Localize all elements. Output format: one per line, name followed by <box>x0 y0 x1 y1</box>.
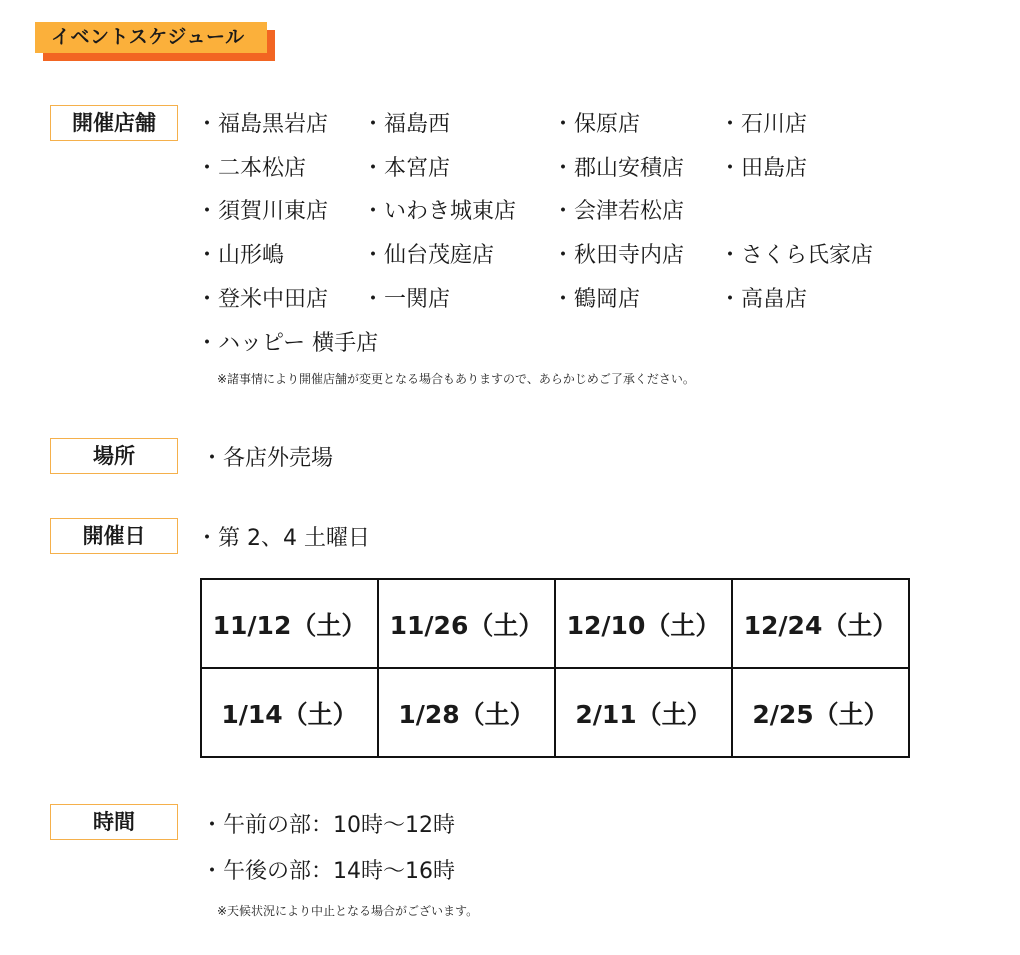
place-value: ・ 各店外売場 <box>201 444 333 474</box>
table-row <box>201 579 909 668</box>
store-item: ・ 郡山安積店 <box>552 154 684 184</box>
store-item: ・ 会津若松店 <box>552 197 684 227</box>
store-item: ・ 本宮店 <box>362 154 450 184</box>
schedule-text: ・ 第 2、4 土曜日 <box>196 524 370 554</box>
store-item: ・ 登米中田店 <box>196 285 328 315</box>
page-title: イベントスケジュール <box>35 22 267 53</box>
store-item: ・ 山形嶋 <box>196 241 284 271</box>
stores-note: ※諸事情により開催店舗が変更となる場合もありますので、あらかじめご了承ください。 <box>217 372 695 386</box>
date-cell: 12/10（土） <box>555 579 732 668</box>
store-item: ・ 秋田寺内店 <box>552 241 684 271</box>
section-title-banner <box>35 22 275 62</box>
time-note: ※天候状況により中止となる場合がございます。 <box>217 904 479 918</box>
date-cell: 11/12（土） <box>201 579 378 668</box>
dates-table <box>200 578 910 758</box>
date-cell: 11/26（土） <box>378 579 555 668</box>
date-cell: 1/28（土） <box>378 668 555 757</box>
stores-label: 開催店舗 <box>50 105 178 141</box>
store-item: ・ ハッピー 横手店 <box>196 329 378 359</box>
store-item: ・ 石川店 <box>719 110 807 140</box>
place-label: 場所 <box>50 438 178 474</box>
store-item: ・ 田島店 <box>719 154 807 184</box>
time-label: 時間 <box>50 804 178 840</box>
store-item: ・ 仙台茂庭店 <box>362 241 494 271</box>
store-item: ・ 須賀川東店 <box>196 197 328 227</box>
store-item: ・ 福島西 <box>362 110 450 140</box>
store-item: ・ 福島黒岩店 <box>196 110 328 140</box>
store-item: ・ いわき城東店 <box>362 197 516 227</box>
store-item: ・ 鶴岡店 <box>552 285 640 315</box>
store-item: ・ 高畠店 <box>719 285 807 315</box>
date-cell: 1/14（土） <box>201 668 378 757</box>
date-cell: 2/11（土） <box>555 668 732 757</box>
store-item: ・ 一関店 <box>362 285 450 315</box>
date-cell: 12/24（土） <box>732 579 909 668</box>
store-item: ・ 保原店 <box>552 110 640 140</box>
store-item: ・ さくら氏家店 <box>719 241 873 271</box>
store-item: ・ 二本松店 <box>196 154 306 184</box>
table-row <box>201 668 909 757</box>
time-afternoon: ・ 午後の部：14時〜16時 <box>201 857 455 887</box>
time-morning: ・ 午前の部：10時〜12時 <box>201 811 455 841</box>
date-cell: 2/25（土） <box>732 668 909 757</box>
date-label: 開催日 <box>50 518 178 554</box>
